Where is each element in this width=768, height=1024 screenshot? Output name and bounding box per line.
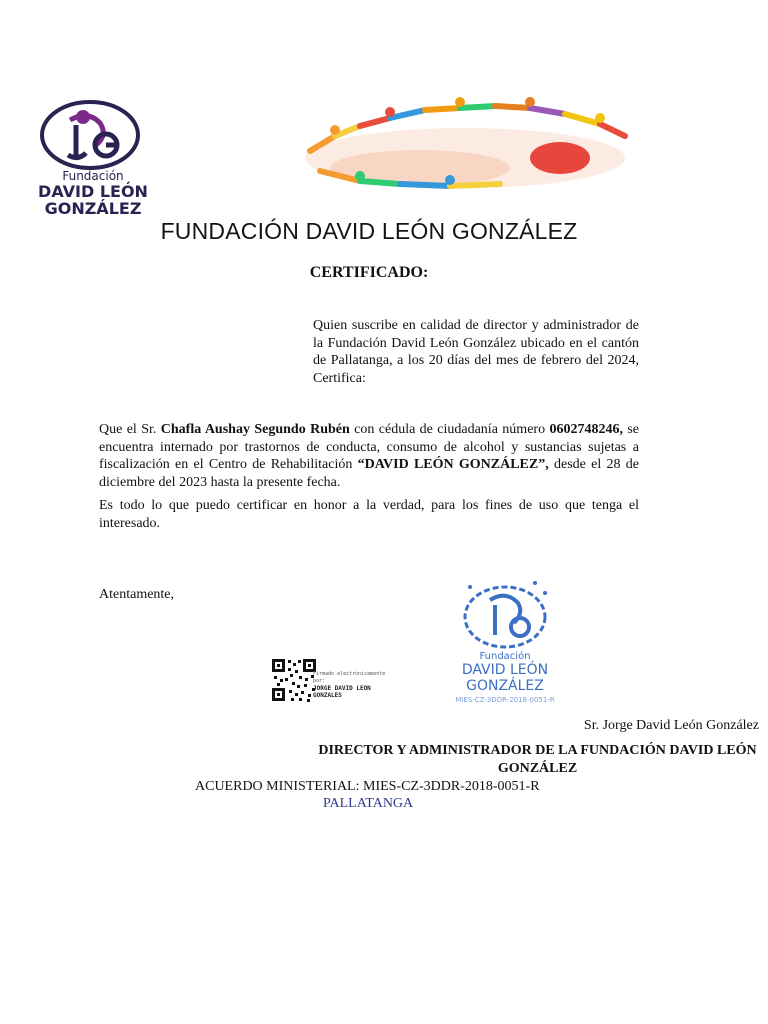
page-title: FUNDACIÓN DAVID LEÓN GONZÁLEZ [160,218,578,244]
center-name: “DAVID LEÓN GONZÁLEZ”, [357,457,549,472]
dlg-logo-icon [28,95,158,170]
children-banner [290,96,640,196]
p1-text-d: desde el 28 de diciembre del 2023 hasta la presente fecha. [99,457,639,490]
body-paragraph-1 [99,421,639,491]
signer-role: DIRECTOR Y ADMINISTRADOR DE LA FUNDACIÓN DAVID LEÓN GONZÁLEZ [318,743,757,776]
certificate-heading: CERTIFICADO: [309,264,429,281]
seal-logo-icon [440,575,570,650]
p1-text-b: con cédula de ciudadanía número [349,422,550,437]
city-name: PALLATANGA [323,796,414,811]
logo-line-1: Fundación [62,169,124,183]
qr-signer-name: JORGE DAVID LEON GONZALES [313,685,371,699]
qr-code [271,658,317,702]
patient-id-number: 0602748246, [549,422,623,437]
signer-name: Sr. Jorge David León González [583,718,759,733]
seal-line-2: DAVID LEÓN [461,662,549,678]
qr-caption [313,671,393,699]
closing-salutation: Atentamente, [99,587,175,602]
p1-text-c: se encuentra internado por trastornos de conducta, consumo de alcohol y sustancias sujetas a fiscalización en el Centro de Rehabilitación [99,422,639,472]
foundation-logo [28,95,158,220]
seal-line-3: GONZÁLEZ [466,678,544,694]
p1-text-a: Que el Sr. [99,422,161,437]
body-paragraph-2: Es todo lo que puedo certificar en honor a la verdad, para los fines de uso que tenga el interesado. [99,498,639,531]
seal-code: MIES-CZ-3DDR-2018-0051-R [455,696,555,704]
qr-code-icon [271,658,317,702]
intro-paragraph: Quien suscribe en calidad de director y administrador de la Fundación David León González ubicado en el cantón de Pallatanga, a los 20 días del mes de febrero del 2024, Certifica: [313,318,639,386]
seal-line-1: Fundación [479,651,531,662]
qr-caption-small: Firmado electrónicamente por: [313,671,386,684]
logo-line-2: DAVID LEÓN [38,182,148,201]
foundation-seal [440,575,570,715]
logo-line-3: GONZÁLEZ [44,199,142,218]
patient-name: Chafla Aushay Segundo Rubén [160,422,350,437]
ministerial-agreement: ACUERDO MINISTERIAL: MIES-CZ-3DDR-2018-0051-R [195,779,540,794]
children-circle-banner [290,96,640,196]
